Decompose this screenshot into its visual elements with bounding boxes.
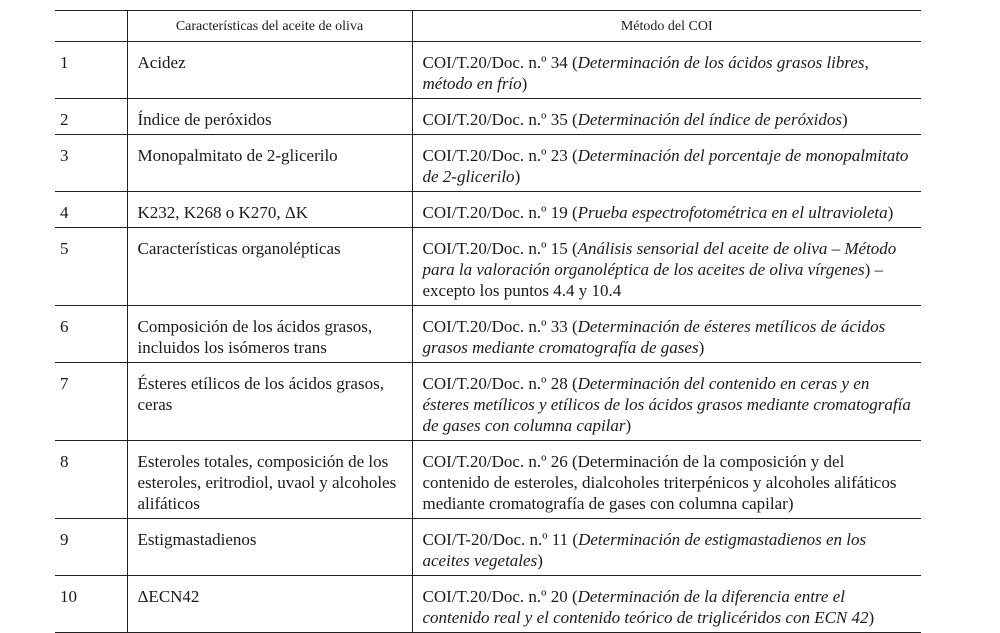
- row-number: 8: [55, 441, 127, 519]
- coi-methods-table: [55, 10, 921, 633]
- method-cell: [412, 576, 921, 633]
- method-cell: [412, 519, 921, 576]
- method-title: Determinación de la diferencia entre el contenido real y el contenido teórico de triglicéridos con ECN 42: [422, 587, 869, 627]
- method-tail: ): [514, 167, 521, 186]
- method-title: Prueba espectrofotométrica en el ultravioleta: [577, 203, 888, 222]
- row-number: 1: [55, 42, 127, 99]
- characteristic-cell: Acidez: [127, 42, 412, 99]
- method-tail: ): [868, 608, 875, 627]
- method-title: Determinación de estigmastadienos en los aceites vegetales: [422, 530, 867, 570]
- row-number: 5: [55, 228, 127, 306]
- row-number: 10: [55, 576, 127, 633]
- header-row: [55, 11, 921, 42]
- method-title: Determinación del índice de peróxidos: [577, 110, 842, 129]
- table-row: [55, 441, 921, 519]
- header-method: Método del COI: [412, 11, 921, 42]
- row-number: 9: [55, 519, 127, 576]
- table-row: [55, 228, 921, 306]
- method-reference: COI/T.20/Doc. n.º 20 (: [422, 587, 578, 606]
- characteristic-cell: Ésteres etílicos de los ácidos grasos, ceras: [127, 363, 412, 441]
- table-row: [55, 192, 921, 228]
- methods-table: [55, 10, 921, 633]
- header-number: [55, 11, 127, 42]
- table-row: [55, 42, 921, 99]
- method-tail: ): [537, 551, 543, 570]
- table-row: [55, 135, 921, 192]
- row-number: 6: [55, 306, 127, 363]
- method-reference: COI/T.20/Doc. n.º 19 (: [422, 203, 578, 222]
- method-reference: COI/T.20/Doc. n.º 15 (: [422, 239, 578, 258]
- method-tail: ): [841, 110, 848, 129]
- method-cell: [412, 42, 921, 99]
- method-tail: ) – excepto los puntos 4.4 y 10.4: [422, 260, 883, 300]
- method-cell: [412, 99, 921, 135]
- method-reference: COI/T.20/Doc. n.º 34 (: [422, 53, 578, 72]
- characteristic-cell: Monopalmitato de 2-glicerilo: [127, 135, 412, 192]
- method-cell: [412, 306, 921, 363]
- method-cell: [412, 228, 921, 306]
- characteristic-cell: Índice de peróxidos: [127, 99, 412, 135]
- method-title: Determinación de ésteres metílicos de ácidos grasos mediante cromatografía de gases: [422, 317, 886, 357]
- row-number: 3: [55, 135, 127, 192]
- method-reference: COI/T.20/Doc. n.º 33 (: [422, 317, 578, 336]
- method-reference: COI/T.20/Doc. n.º 28 (: [422, 374, 578, 393]
- method-title: Análisis sensorial del aceite de oliva – Método para la valoración organoléptica de los aceites de oliva vírgenes: [422, 239, 897, 279]
- method-reference: COI/T.20/Doc. n.º 23 (: [422, 146, 578, 165]
- method-cell: [412, 135, 921, 192]
- method-cell: [412, 441, 921, 519]
- method-tail: ): [698, 338, 705, 357]
- method-title: Determinación del porcentaje de monopalmitato de 2-glicerilo: [422, 146, 909, 186]
- method-cell: [412, 363, 921, 441]
- characteristic-cell: Esteroles totales, composición de los esteroles, eritrodiol, uvaol y alcoholes alifáticos: [127, 441, 412, 519]
- method-cell: [412, 192, 921, 228]
- characteristic-cell: Estigmastadienos: [127, 519, 412, 576]
- method-tail: ): [521, 74, 528, 93]
- characteristic-cell: ΔECN42: [127, 576, 412, 633]
- row-number: 4: [55, 192, 127, 228]
- table-row: [55, 576, 921, 633]
- method-reference: COI/T.20/Doc. n.º 26 (Determinación de la composición y del contenido de esteroles, dialcoholes triterpénicos y alcoholes alifáticos mediante cromatografía de gases con columna capilar): [422, 452, 897, 513]
- method-reference: COI/T-20/Doc. n.º 11 (: [422, 530, 579, 549]
- table-row: [55, 363, 921, 441]
- characteristic-cell: Composición de los ácidos grasos, incluidos los isómeros trans: [127, 306, 412, 363]
- header-characteristics: Características del aceite de oliva: [127, 11, 412, 42]
- row-number: 7: [55, 363, 127, 441]
- characteristic-cell: K232, K268 o K270, ΔK: [127, 192, 412, 228]
- table-row: [55, 99, 921, 135]
- method-reference: COI/T.20/Doc. n.º 35 (: [422, 110, 578, 129]
- method-title: Determinación de los ácidos grasos libres, método en frío: [422, 53, 869, 93]
- row-number: 2: [55, 99, 127, 135]
- characteristic-cell: Características organolépticas: [127, 228, 412, 306]
- table-row: [55, 519, 921, 576]
- table-row: [55, 306, 921, 363]
- method-tail: ): [887, 203, 894, 222]
- method-title: Determinación del contenido en ceras y en ésteres metílicos y etílicos de los ácidos grasos mediante cromatografía de gases con columna capilar: [422, 374, 911, 435]
- method-tail: ): [625, 416, 632, 435]
